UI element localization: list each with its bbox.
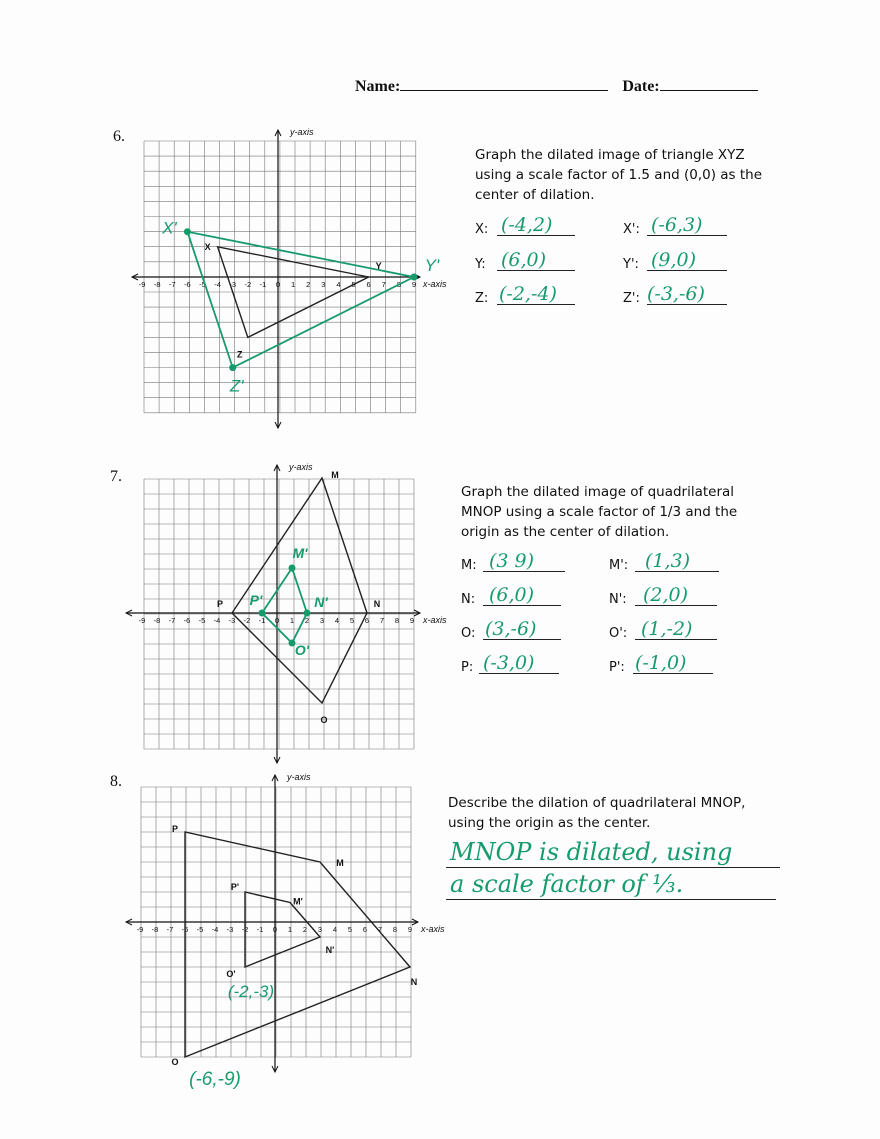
q7-tick-label: 2 xyxy=(304,616,310,625)
q6-point-xp xyxy=(184,228,191,235)
q6-label-zp: Z': xyxy=(623,291,640,306)
q7-label-mp: M': xyxy=(609,558,629,573)
q7-tick-label: 9 xyxy=(409,616,415,625)
q6-tick-label: -7 xyxy=(168,280,176,289)
q6-tick-label: 1 xyxy=(291,280,296,289)
q7-answer-pp: (-1,0) xyxy=(635,652,687,674)
q7-label-pp: P': xyxy=(609,660,625,675)
question-6-instruction: Graph the dilated image of triangle XYZ using a scale factor of 1.5 and (0,0) as the center of dilation. xyxy=(475,147,763,203)
q7-label-point-n: N xyxy=(373,599,381,609)
q7-quad-mnop-image xyxy=(262,568,310,643)
q7-label-point-p: P xyxy=(216,599,224,609)
q6-graph xyxy=(132,127,447,428)
q6-tick-label: 5 xyxy=(351,280,356,289)
q7-answer-p: (-3,0) xyxy=(483,652,535,674)
q8-quad-mnop xyxy=(185,832,413,1057)
q7-label-point-o: O xyxy=(320,715,328,725)
q7-tick-label: 4 xyxy=(334,616,340,625)
q7-label-point-m: M xyxy=(331,470,339,480)
q8-tick-label: -1 xyxy=(256,925,264,934)
q6-answer-z: (-2,-4) xyxy=(499,283,557,305)
q6-tick-label: 9 xyxy=(411,280,416,289)
q8-tick-label: 5 xyxy=(347,925,353,934)
q6-tick-label: 3 xyxy=(321,280,326,289)
q7-graph xyxy=(126,462,447,763)
q7-label-p: P: xyxy=(461,660,474,675)
q8-tick-label: -4 xyxy=(211,925,219,934)
q8-tick-label: -5 xyxy=(196,925,204,934)
q7-label-o: O: xyxy=(461,626,476,641)
q7-tick-label: -8 xyxy=(153,616,161,625)
date-label: Date: xyxy=(622,78,660,95)
q7-label-m: M: xyxy=(461,558,477,573)
q7-answer-np: (2,0) xyxy=(643,584,689,606)
q8-tick-label: -6 xyxy=(181,925,189,934)
q7-tick-label: -3 xyxy=(228,616,236,625)
q8-tick-label: -3 xyxy=(226,925,234,934)
q8-graph xyxy=(126,772,445,1090)
q8-label-point-o: O xyxy=(171,1057,179,1067)
q8-answer-text-1: MNOP is dilated, using xyxy=(450,838,733,866)
q6-answer-y: (6,0) xyxy=(501,249,547,271)
q6-answer-xp: (-6,3) xyxy=(651,214,703,236)
q8-x-axis-label: x-axis xyxy=(421,924,445,934)
q8-tick-label: 0 xyxy=(272,925,278,934)
q6-tick-label: -5 xyxy=(199,280,206,289)
q6-tick-label: -9 xyxy=(138,280,146,289)
q8-label-point-mp: M' xyxy=(293,896,303,907)
q6-tick-label: -4 xyxy=(214,280,221,289)
q7-y-axis-label: y-axis xyxy=(289,462,313,472)
q7-point-pp xyxy=(259,610,266,617)
q8-tick-label: 7 xyxy=(377,925,383,934)
q6-tick-label: 2 xyxy=(306,280,311,289)
q8-label-point-np: N' xyxy=(325,945,335,955)
q8-label-point-p: P xyxy=(171,824,179,834)
q8-tick-label: 4 xyxy=(332,925,338,934)
q8-tick-label: 3 xyxy=(317,925,323,934)
q6-label-point-x: X xyxy=(204,241,211,252)
q7-tick-label: -6 xyxy=(183,616,191,625)
q6-tick-label: -3 xyxy=(229,280,237,289)
q7-tick-label: 0 xyxy=(274,616,280,625)
q7-tick-label: -7 xyxy=(168,616,176,625)
q7-tick-label: 8 xyxy=(394,616,400,625)
question-8-number: 8. xyxy=(110,773,122,790)
q6-answer-zp: (-3,-6) xyxy=(647,283,705,305)
q6-tick-label: 7 xyxy=(381,280,386,289)
q6-label-point-z: Z xyxy=(237,349,243,360)
q6-answer-x: (-4,2) xyxy=(501,214,553,236)
q8-answer-text-2: a scale factor of ⅓. xyxy=(450,870,684,898)
q6-label-y: Y: xyxy=(475,257,486,272)
q7-label-n: N: xyxy=(461,592,476,607)
q6-tick-label: -8 xyxy=(153,280,161,289)
q8-y-axis-label: y-axis xyxy=(287,772,311,782)
q7-answer-n: (6,0) xyxy=(489,584,535,606)
q6-tick-label: 4 xyxy=(336,280,341,289)
q7-tick-label: 1 xyxy=(289,616,295,625)
q8-tick-label: 6 xyxy=(362,925,368,934)
q7-label-point-op: O' xyxy=(294,642,310,658)
q7-answer-mp: (1,3) xyxy=(645,550,691,572)
question-7-number: 7. xyxy=(110,468,122,485)
q6-label-point-y: Y xyxy=(375,261,382,271)
q7-tick-label: 6 xyxy=(364,616,370,625)
q8-label-point-op: O' xyxy=(226,969,236,979)
q6-y-axis-label: y-axis xyxy=(290,127,314,137)
q6-label-yp: Y': xyxy=(623,257,639,272)
q6-tick-label: -2 xyxy=(244,280,252,289)
q6-x-axis-label: x-axis xyxy=(423,279,447,289)
q7-point-np xyxy=(304,610,311,617)
q6-tick-label: 0 xyxy=(275,280,281,289)
q6-answer-yp: (9,0) xyxy=(651,249,697,271)
q8-tick-label: 9 xyxy=(407,925,413,934)
q6-label-point-yp: Y' xyxy=(424,256,440,275)
q7-tick-label: -4 xyxy=(213,616,221,625)
q7-answer-o: (3,-6) xyxy=(485,618,537,640)
q8-tick-label: -8 xyxy=(151,925,159,934)
q8-tick-label: 2 xyxy=(302,925,308,934)
q8-label-point-pp: P' xyxy=(230,882,240,892)
q7-label-op: O': xyxy=(609,626,628,641)
q7-label-point-np: N' xyxy=(314,594,328,610)
q6-point-yp xyxy=(410,274,417,281)
q7-tick-label: -5 xyxy=(198,616,206,625)
q7-answer-m: (3 9) xyxy=(489,550,535,572)
q6-label-point-xp: X' xyxy=(162,218,177,238)
q7-label-point-pp: P' xyxy=(249,592,263,608)
q7-tick-label: -2 xyxy=(243,616,251,625)
q8-tick-label: -7 xyxy=(166,925,174,934)
question-8-instruction: Describe the dilation of quadrilateral MNOP, using the origin as the center. xyxy=(448,795,746,831)
q7-tick-label: 7 xyxy=(379,616,385,625)
q8-tick-label: -2 xyxy=(241,925,249,934)
q8-note-o-coords: (-6,-9) xyxy=(189,1069,241,1090)
q6-label-point-zp: Z' xyxy=(229,376,244,396)
q8-label-point-n: N xyxy=(410,977,418,987)
q6-tick-label: 8 xyxy=(396,280,401,289)
q6-tick-label: -1 xyxy=(259,280,267,289)
q7-point-mp xyxy=(289,565,296,572)
q8-label-point-m: M xyxy=(336,858,344,868)
q6-label-z: Z: xyxy=(475,291,489,306)
q6-tick-label: -6 xyxy=(184,280,191,289)
question-7-instruction: Graph the dilated image of quadrilateral MNOP using a scale factor of 1/3 and the origin as the center of dilation. xyxy=(461,484,738,540)
q8-tick-label: 8 xyxy=(392,925,398,934)
q6-label-xp: X': xyxy=(623,222,640,237)
name-label: Name: xyxy=(355,78,401,95)
q7-grid xyxy=(144,479,414,749)
q6-point-zp xyxy=(229,364,236,371)
q7-tick-label: 5 xyxy=(349,616,355,625)
q7-label-point-mp: M' xyxy=(292,545,308,561)
q6-triangle-xyz-image xyxy=(187,232,414,368)
q7-tick-label: -9 xyxy=(138,616,146,625)
q7-tick-label: -1 xyxy=(258,616,266,625)
q7-tick-label: 3 xyxy=(319,616,325,625)
question-6-number: 6. xyxy=(113,128,125,145)
q7-answer-op: (1,-2) xyxy=(641,618,693,640)
q6-label-x: X: xyxy=(475,222,489,237)
q7-label-np: N': xyxy=(609,592,627,607)
q6-tick-label: 6 xyxy=(366,280,371,289)
q7-x-axis-label: x-axis xyxy=(423,615,447,625)
q8-tick-label: -9 xyxy=(136,925,144,934)
q8-tick-label: 1 xyxy=(287,925,293,934)
q8-note-op-coords: (-2,-3) xyxy=(227,982,275,1001)
